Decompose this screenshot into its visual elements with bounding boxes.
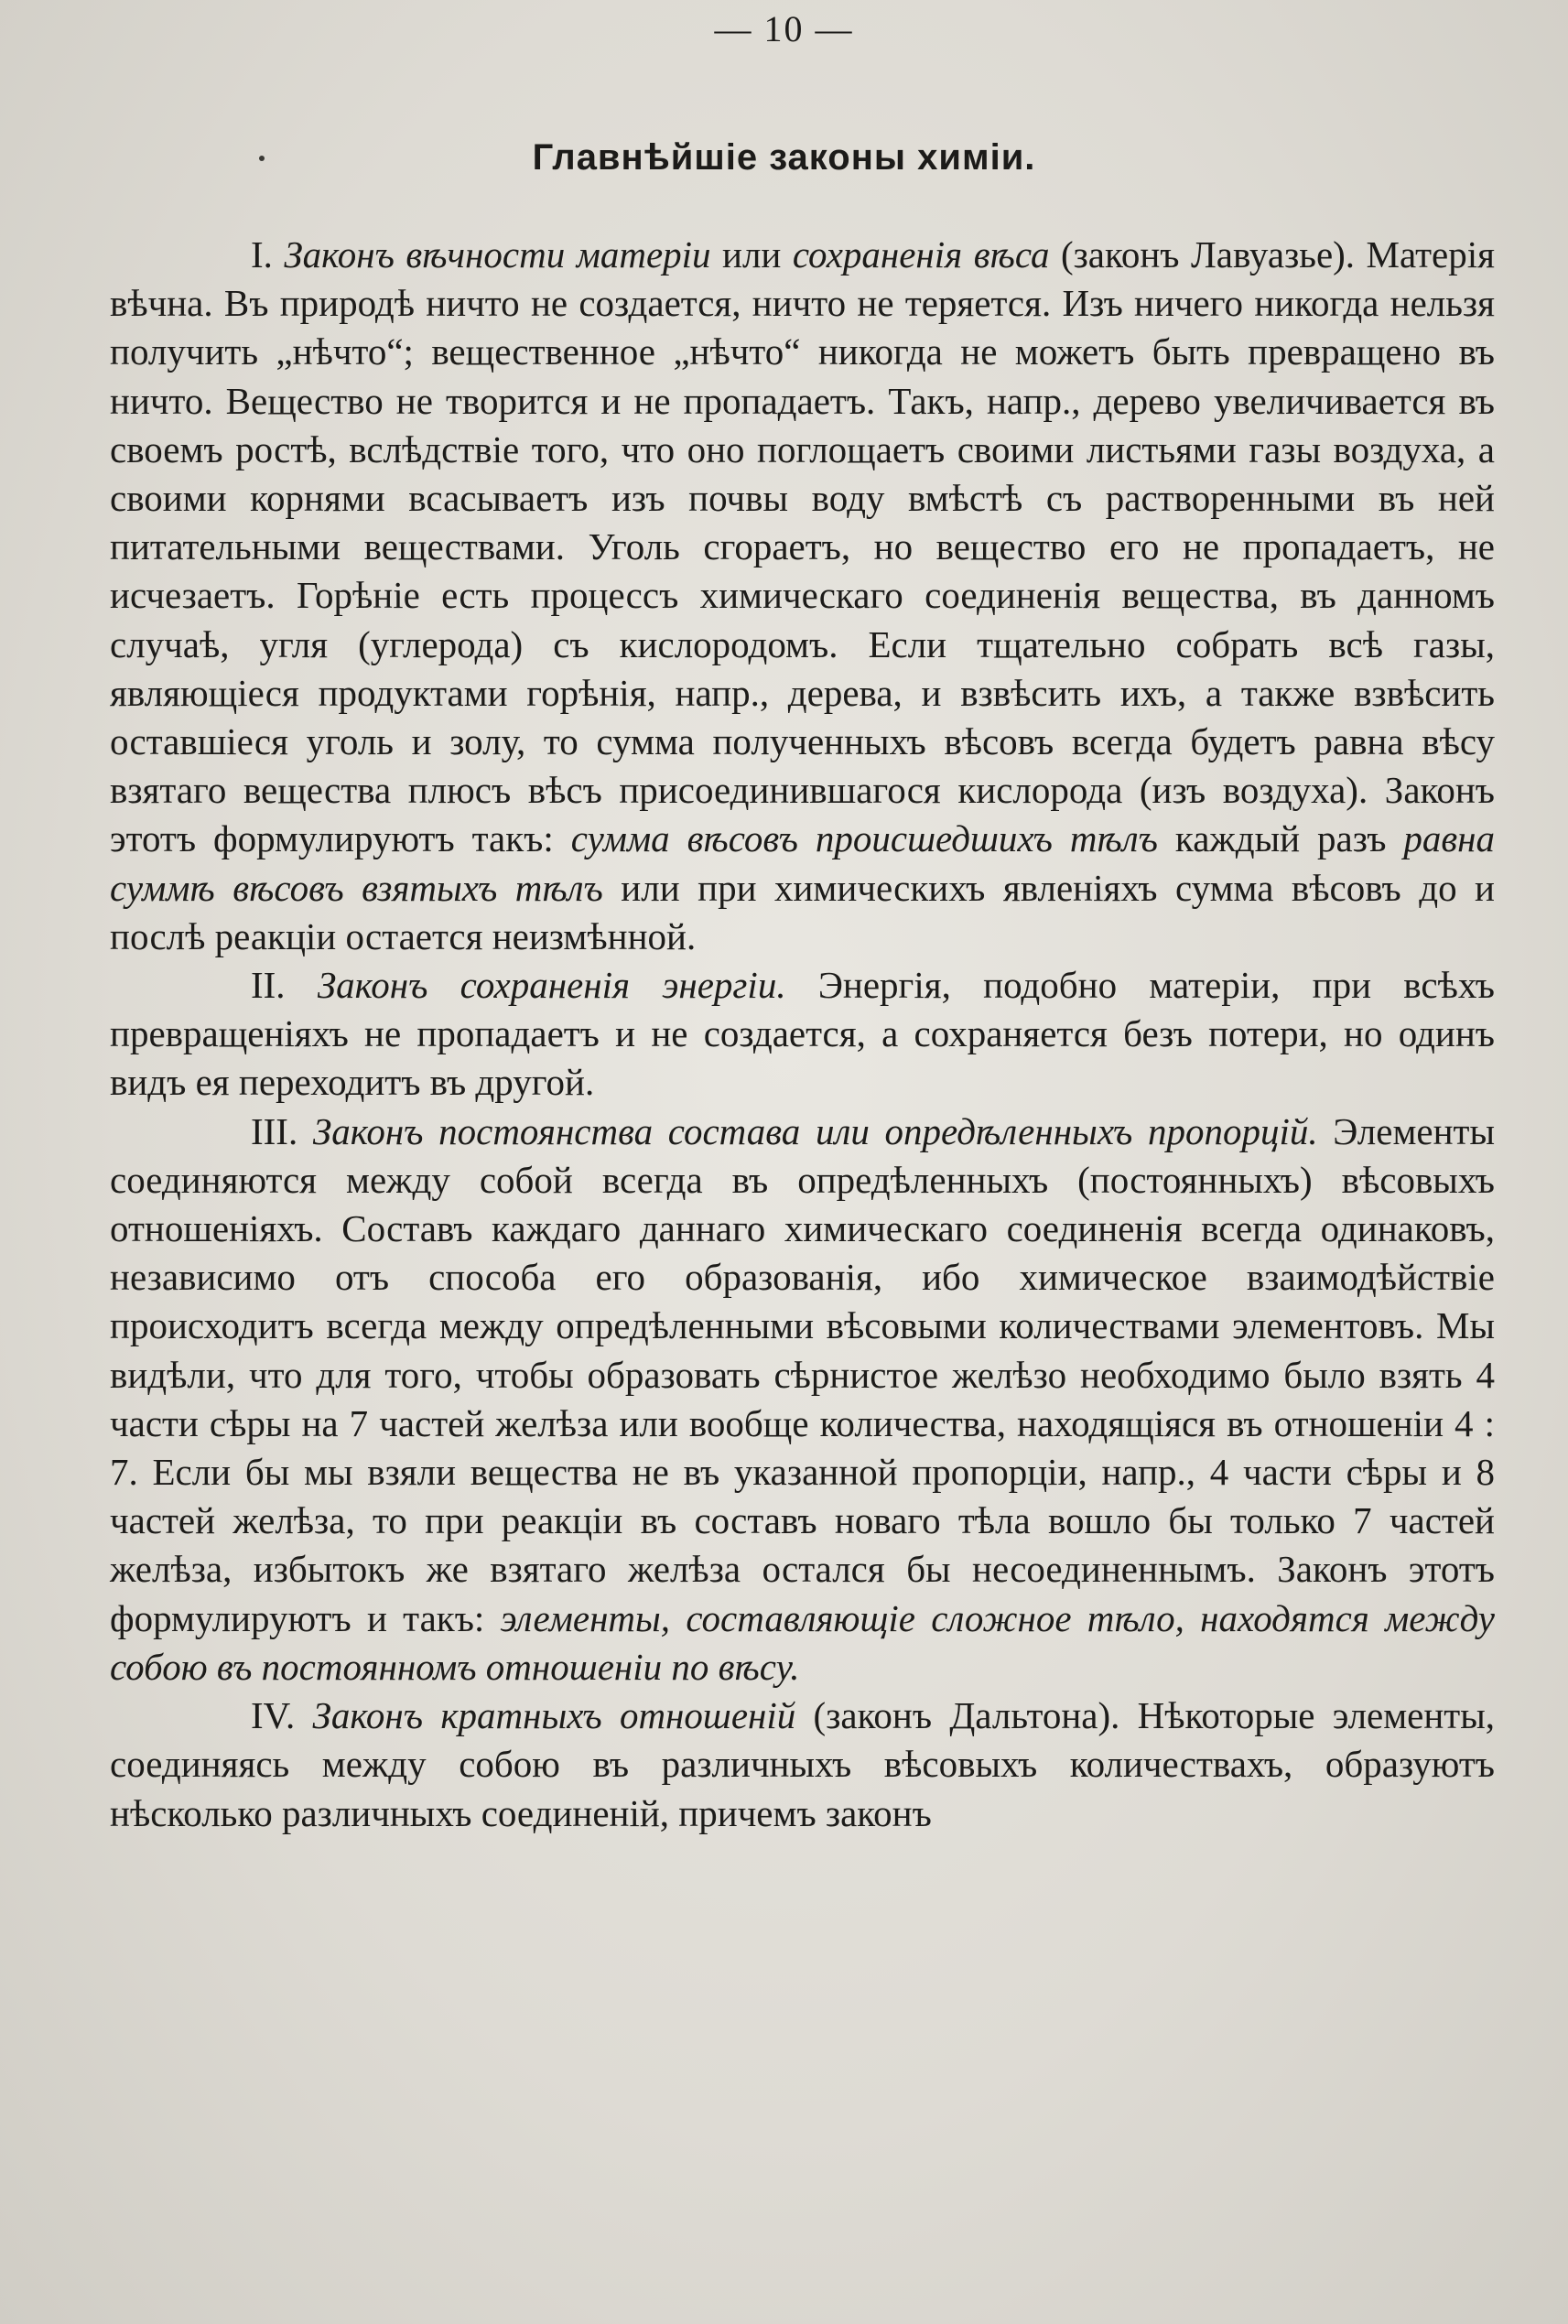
law-title: Законъ сохраненія энергіи. bbox=[317, 964, 786, 1007]
paragraph-text: каждый разъ bbox=[1157, 817, 1404, 860]
emphasis-text: сумма вѣсовъ происшедшихъ тѣлъ bbox=[570, 817, 1158, 860]
paragraph-text: (законъ Лавуазье). Матерія вѣчна. Въ природѣ ничто не создается, ничто не теряется. Изъ ничего никогда нельзя получить „нѣчто“; вещественное „нѣчто“ никогда не можетъ быть превращено въ ничто. Вещество не творится и не пропадаетъ. Такъ, напр., дерево увеличивается въ своемъ ростѣ, вслѣдствіе того, что оно поглощаетъ своими листьями газы воздуха, а своими корнями всасываетъ изъ почвы воду вмѣстѣ съ растворенными въ ней питательными веществами. Уголь сгораетъ, но вещество его не пропадаетъ, не исчезаетъ. Горѣніе есть процессъ химическаго соединенія вещества, въ данномъ случаѣ, угля (углерода) съ кислородомъ. Если тщательно собрать всѣ газы, являющіеся продуктами горѣнія, напр., дерева, и взвѣсить ихъ, а также взвѣсить оставшіеся уголь и золу, то сумма полученныхъ вѣсовъ всегда будетъ равна вѣсу взятаго вещества плюсъ вѣсъ присоединившагося кислорода (изъ воздуха). Законъ этотъ формулируютъ такъ: bbox=[110, 233, 1495, 860]
paragraph-law-2 bbox=[110, 961, 1495, 1108]
paragraph-text: Энергія, подобно матеріи, при всѣхъ превращеніяхъ не пропадаетъ и не создается, а сохраняется безъ потери, но одинъ видъ ея переходитъ въ другой. bbox=[110, 964, 1496, 1104]
law-number: I. bbox=[251, 233, 273, 276]
paragraph-law-3 bbox=[110, 1108, 1495, 1692]
emphasis-text: равна суммѣ вѣсовъ взятыхъ тѣлъ bbox=[110, 817, 1495, 909]
page-number: — 10 — bbox=[714, 8, 854, 49]
law-title: Законъ кратныхъ отношеній bbox=[312, 1694, 796, 1737]
law-number: III. bbox=[251, 1109, 298, 1152]
law-number: IV. bbox=[251, 1694, 296, 1737]
paragraph-text: или при химическихъ явленіяхъ сумма вѣсовъ до и послѣ реакціи остается неизмѣнной. bbox=[110, 866, 1495, 957]
emphasis-text: элементы, составляющіе сложное тѣло, находятся между собою въ постоянномъ отношеніи по вѣсу. bbox=[110, 1596, 1495, 1688]
chapter-heading: Главнѣйшіе законы химіи. bbox=[532, 137, 1036, 178]
law-title: Законъ вѣчности матеріи bbox=[284, 233, 711, 276]
law-title-alt: сохраненія вѣса bbox=[792, 233, 1050, 276]
law-title: Законъ постоянства состава или опредѣленныхъ пропорцій. bbox=[312, 1109, 1318, 1152]
paragraph-text: (законъ Дальтона). Нѣкоторые элементы, соединяясь между собою въ различныхъ вѣсовыхъ количествахъ, образуютъ нѣсколько различныхъ соединеній, причемъ законъ bbox=[110, 1694, 1496, 1834]
connector-text: или bbox=[710, 233, 793, 276]
law-number: II. bbox=[251, 964, 286, 1007]
body-text bbox=[110, 231, 1495, 1838]
paragraph-law-4 bbox=[110, 1692, 1495, 1838]
paragraph-text: Элементы соединяются между собой всегда въ опредѣленныхъ (постоянныхъ) вѣсовыхъ отношеніяхъ. Составъ каждаго даннаго химическаго соединенія всегда одинаковъ, независимо отъ способа его образованія, ибо химическое взаимодѣйствіе происходитъ всегда между опредѣленными вѣсовыми количествами элементовъ. Мы видѣли, что для того, чтобы образовать сѣрнистое желѣзо необходимо было взять 4 части сѣры на 7 частей желѣза или вообще количества, находящіяся въ отношеніи 4 : 7. Если бы мы взяли вещества не въ указанной пропорціи, напр., 4 части сѣры и 8 частей желѣза, то при реакціи въ составъ новаго тѣла вошло бы только 7 частей желѣза, избытокъ же взятаго желѣза остался бы несоединеннымъ. Законъ этотъ формулируютъ и такъ: bbox=[110, 1109, 1496, 1639]
paragraph-law-1 bbox=[110, 231, 1495, 961]
